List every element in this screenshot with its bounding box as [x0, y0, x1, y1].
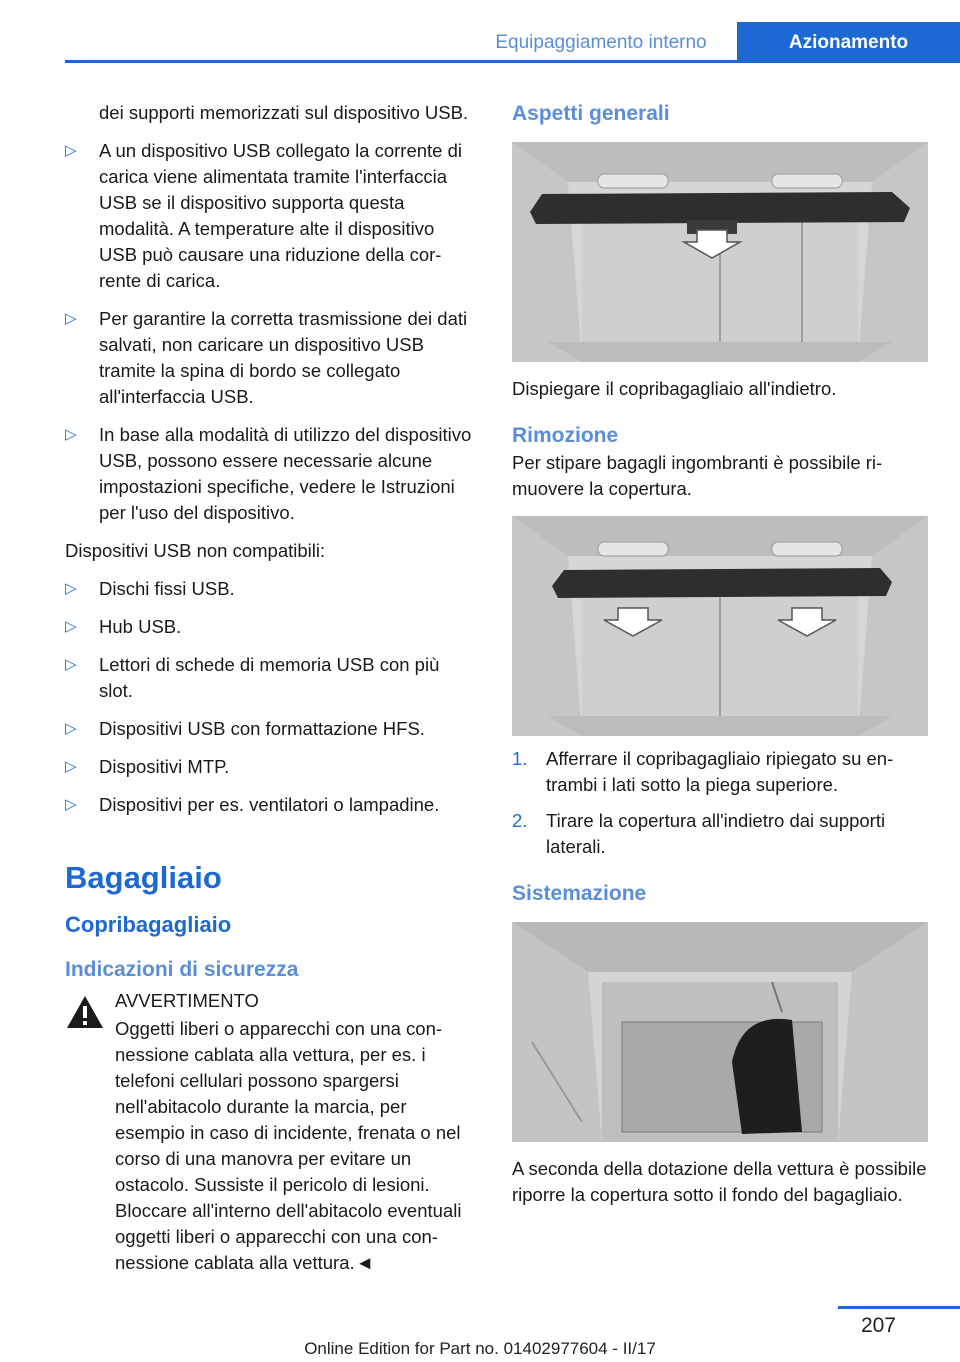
- triangle-bullet-icon: ▷: [65, 796, 77, 813]
- list-item: ▷ Lettori di schede di memoria USB con più slot.: [65, 654, 440, 701]
- incompatible-devices-list: [65, 576, 475, 818]
- triangle-bullet-icon: ▷: [65, 310, 77, 327]
- list-item: ▷ Dischi fissi USB.: [65, 576, 475, 602]
- list-item: 2. Tirare la copertura all'indietro dai supporti laterali.: [512, 810, 886, 857]
- general-heading: Aspetti generali: [512, 102, 670, 125]
- cover-removal-illustration: [512, 516, 928, 736]
- list-item: ▷ Dispositivi per es. ventilatori o lampadine.: [65, 792, 475, 818]
- triangle-bullet-icon: ▷: [65, 758, 77, 775]
- triangle-bullet-icon: ▷: [65, 656, 77, 673]
- removal-text: Per stipare bagagli ingombranti è possibile rimuovere la copertura.: [512, 452, 883, 499]
- warning-triangle-icon: [65, 994, 105, 1030]
- step-number: 1.: [512, 748, 528, 769]
- usb-notes-list: [65, 138, 475, 526]
- list-item: ▷ A un dispositivo USB collegato la corrente di carica viene alimentata tramite l'interfaccia USB se il dispositivo supporta questa modalità. A temperature alte il dispositivo USB può causare una riduzione della corrente di carica.: [65, 140, 463, 291]
- safety-heading: Indicazioni di sicurezza: [65, 958, 299, 981]
- general-caption: Dispiegare il copribagagliaio all'indietro.: [512, 378, 837, 399]
- removal-steps: [512, 746, 930, 860]
- warning-title: AVVERTIMENTO: [115, 990, 259, 1011]
- edition-note: Online Edition for Part no. 01402977604 - II/17: [304, 1339, 656, 1358]
- warning-text: Oggetti liberi o apparecchi con una connessione cablata alla vettura, per es. i telefoni cellulari possono spargersi nell'abitacolo durante la marcia, per esempio in caso di incidente, frenata o nel corso di una manovra per evitare un ostacolo. Sussiste il pericolo di lesioni. Bloccare all'interno dell'abitacolo eventuali oggetti liberi o apparecchi con una connessione cablata alla vettura.◄: [115, 1018, 462, 1273]
- left-column: [65, 100, 475, 1276]
- step-number: 2.: [512, 810, 528, 831]
- triangle-bullet-icon: ▷: [65, 720, 77, 737]
- page-number: 207: [860, 1314, 896, 1337]
- subsection-title: Copribagagliaio: [65, 912, 232, 937]
- header-section: Equipaggiamento interno: [495, 32, 707, 53]
- triangle-bullet-icon: ▷: [65, 426, 77, 443]
- header-chapter-tab: Azionamento: [737, 22, 960, 63]
- section-title: Bagagliaio: [65, 860, 222, 895]
- triangle-bullet-icon: ▷: [65, 580, 77, 597]
- footer-rule: [838, 1306, 960, 1309]
- list-item: ▷ Dispositivi USB con formattazione HFS.: [65, 716, 475, 742]
- warning-block: [65, 988, 475, 1276]
- list-item: ▷ Hub USB.: [65, 614, 475, 640]
- list-item: ▷ Per garantire la corretta trasmissione dei dati salvati, non caricare un dispositivo USB tramite la spina di bordo se collegato all'interfaccia USB.: [65, 308, 468, 407]
- storage-heading: Sistemazione: [512, 882, 647, 905]
- end-mark-icon: ◄: [355, 1252, 374, 1273]
- cover-storage-illustration: [512, 922, 928, 1142]
- incompatible-intro: Dispositivi USB non compatibili:: [65, 540, 326, 561]
- triangle-bullet-icon: ▷: [65, 142, 77, 159]
- list-item: ▷ Dispositivi MTP.: [65, 754, 475, 780]
- removal-heading: Rimozione: [512, 424, 619, 447]
- storage-caption: A seconda della dotazione della vettura è possibile riporre la copertura sotto il fondo del bagagliaio.: [512, 1158, 927, 1205]
- list-item: 1. Afferrare il copribagagliaio ripiegato su entrambi i lati sotto la piega superiore.: [512, 748, 894, 795]
- continuation-text: dei supporti memorizzati sul dispositivo USB.: [99, 102, 469, 123]
- triangle-bullet-icon: ▷: [65, 618, 77, 635]
- cover-unfold-illustration: [512, 142, 928, 362]
- list-item: ▷ In base alla modalità di utilizzo del dispositivo USB, possono essere necessarie alcune impostazioni specifiche, vedere le Istruzioni per l'uso del dispositivo.: [65, 424, 472, 523]
- right-column: [512, 100, 930, 1208]
